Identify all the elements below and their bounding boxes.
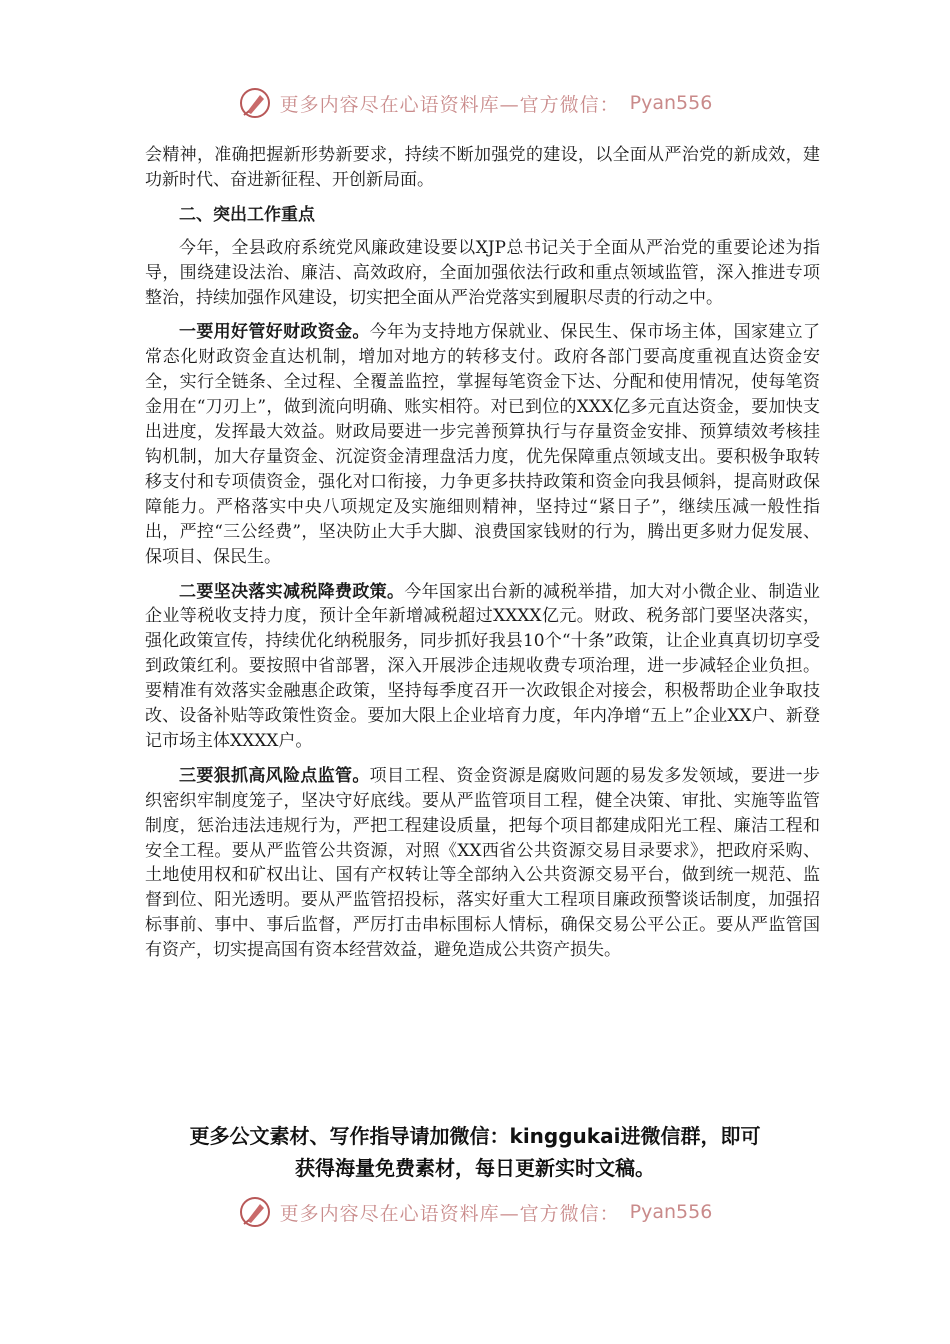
item-1-lead: 一要用好管好财政资金。 — [179, 322, 370, 343]
paragraph-item-2 — [145, 580, 820, 754]
pen-nib-logo-icon — [238, 86, 272, 120]
item-3-text: 项目工程、资金资源是腐败问题的易发多发领域，要进一步织密织牢制度笼子，坚决守好底线。要从严监管项目工程，健全决策、审批、实施等监管制度，惩治违法违规行为，严把工程建设质量，把每个项目都建成阳光工程、廉洁工程和安全工程。要从严监管公共资源，对照《XX西省公共资源交易目录要求》，把政府采购、土地使用权和矿权出让、国有产权转让等全部纳入公共资源交易平台，做到统一规范、监督到位、阳光透明。要从严监管招投标，落实好重大工程项目廉政预警谈话制度，加强招标事前、事中、事后监督，严厉打击串标围标人情标，确保交易公平公正。要从严监管国有资产，切实提高国有资本经营效益，避免造成公共资产损失。 — [145, 765, 821, 961]
watermark-text: 更多内容尽在心语资料库—官方微信： — [279, 1202, 620, 1225]
promo-line-2: 获得海量免费素材，每日更新实时文稿。 — [295, 1156, 655, 1180]
watermark-handle: Pyan556 — [629, 92, 713, 114]
watermark-handle: Pyan556 — [629, 1201, 713, 1223]
paragraph-item-1 — [145, 320, 820, 569]
paragraph-item-3 — [145, 764, 820, 963]
item-3-lead: 三要狠抓高风险点监管。 — [179, 765, 370, 786]
paragraph-intro: 会精神，准确把握新形势新要求，持续不断加强党的建设，以全面从严治党的新成效，建功新时代、奋进新征程、开创新局面。 — [145, 145, 820, 190]
promo-banner — [120, 1120, 830, 1184]
watermark-text: 更多内容尽在心语资料库—官方微信： — [279, 93, 620, 116]
promo-line-1: 更多公文素材、写作指导请加微信：kinggukai进微信群，即可 — [189, 1124, 761, 1148]
document-body — [145, 143, 820, 973]
item-2-lead: 二要坚决落实减税降费政策。 — [179, 581, 405, 602]
item-1-text: 今年为支持地方保就业、保民生、保市场主体，国家建立了常态化财政资金直达机制，增加对地方的转移支付。政府各部门要高度重视直达资金安全，实行全链条、全过程、全覆盖监控，掌握每笔资金下达、分配和使用情况，使每笔资金用在“刀刃上”，做到流向明确、账实相符。对已到位的XXX亿多元直达资金，要加快支出进度，发挥最大效益。财政局要进一步完善预算执行与存量资金安排、预算绩效考核挂钩机制，加大存量资金、沉淀资金清理盘活力度，优先保障重点领域支出。要积极争取转移支付和专项债资金，强化对口衔接，力争更多扶持政策和资金向我县倾斜，提高财政保障能力。严格落实中央八项规定及实施细则精神，坚持过“紧日子”，继续压减一般性指出，严控“三公经费”，坚决防止大手大脚、浪费国家钱财的行为，腾出更多财力促发展、保项目、保民生。 — [145, 322, 821, 567]
pen-nib-logo-icon — [238, 1195, 272, 1229]
footer-watermark — [0, 1195, 950, 1229]
header-watermark — [0, 86, 950, 120]
paragraph-overview: 今年，全县政府系统党风廉政建设要以XJP总书记关于全面从严治党的重要论述为指导，围绕建设法治、廉洁、高效政府，全面加强依法行政和重点领域监管，深入推进专项整治，持续加强作风建设，切实把全面从严治党落实到履职尽责的行动之中。 — [145, 237, 820, 308]
item-2-text: 今年国家出台新的减税举措，加大对小微企业、制造业企业等税收支持力度，预计全年新增减税超过XXXX亿元。财政、税务部门要坚决落实，强化政策宣传，持续优化纳税服务，同步抓好我县10个“十条”政策，让企业真真切切享受到政策红利。要按照中省部署，深入开展涉企违规收费专项治理，进一步减轻企业负担。要精准有效落实金融惠企政策，坚持每季度召开一次政银企对接会，积极帮助企业争取技改、设备补贴等政策性资金。要加大限上企业培育力度，年内净增“五上”企业XX户、新登记市场主体XXXX户。 — [145, 581, 821, 751]
section-heading: 二、突出工作重点 — [179, 204, 315, 225]
